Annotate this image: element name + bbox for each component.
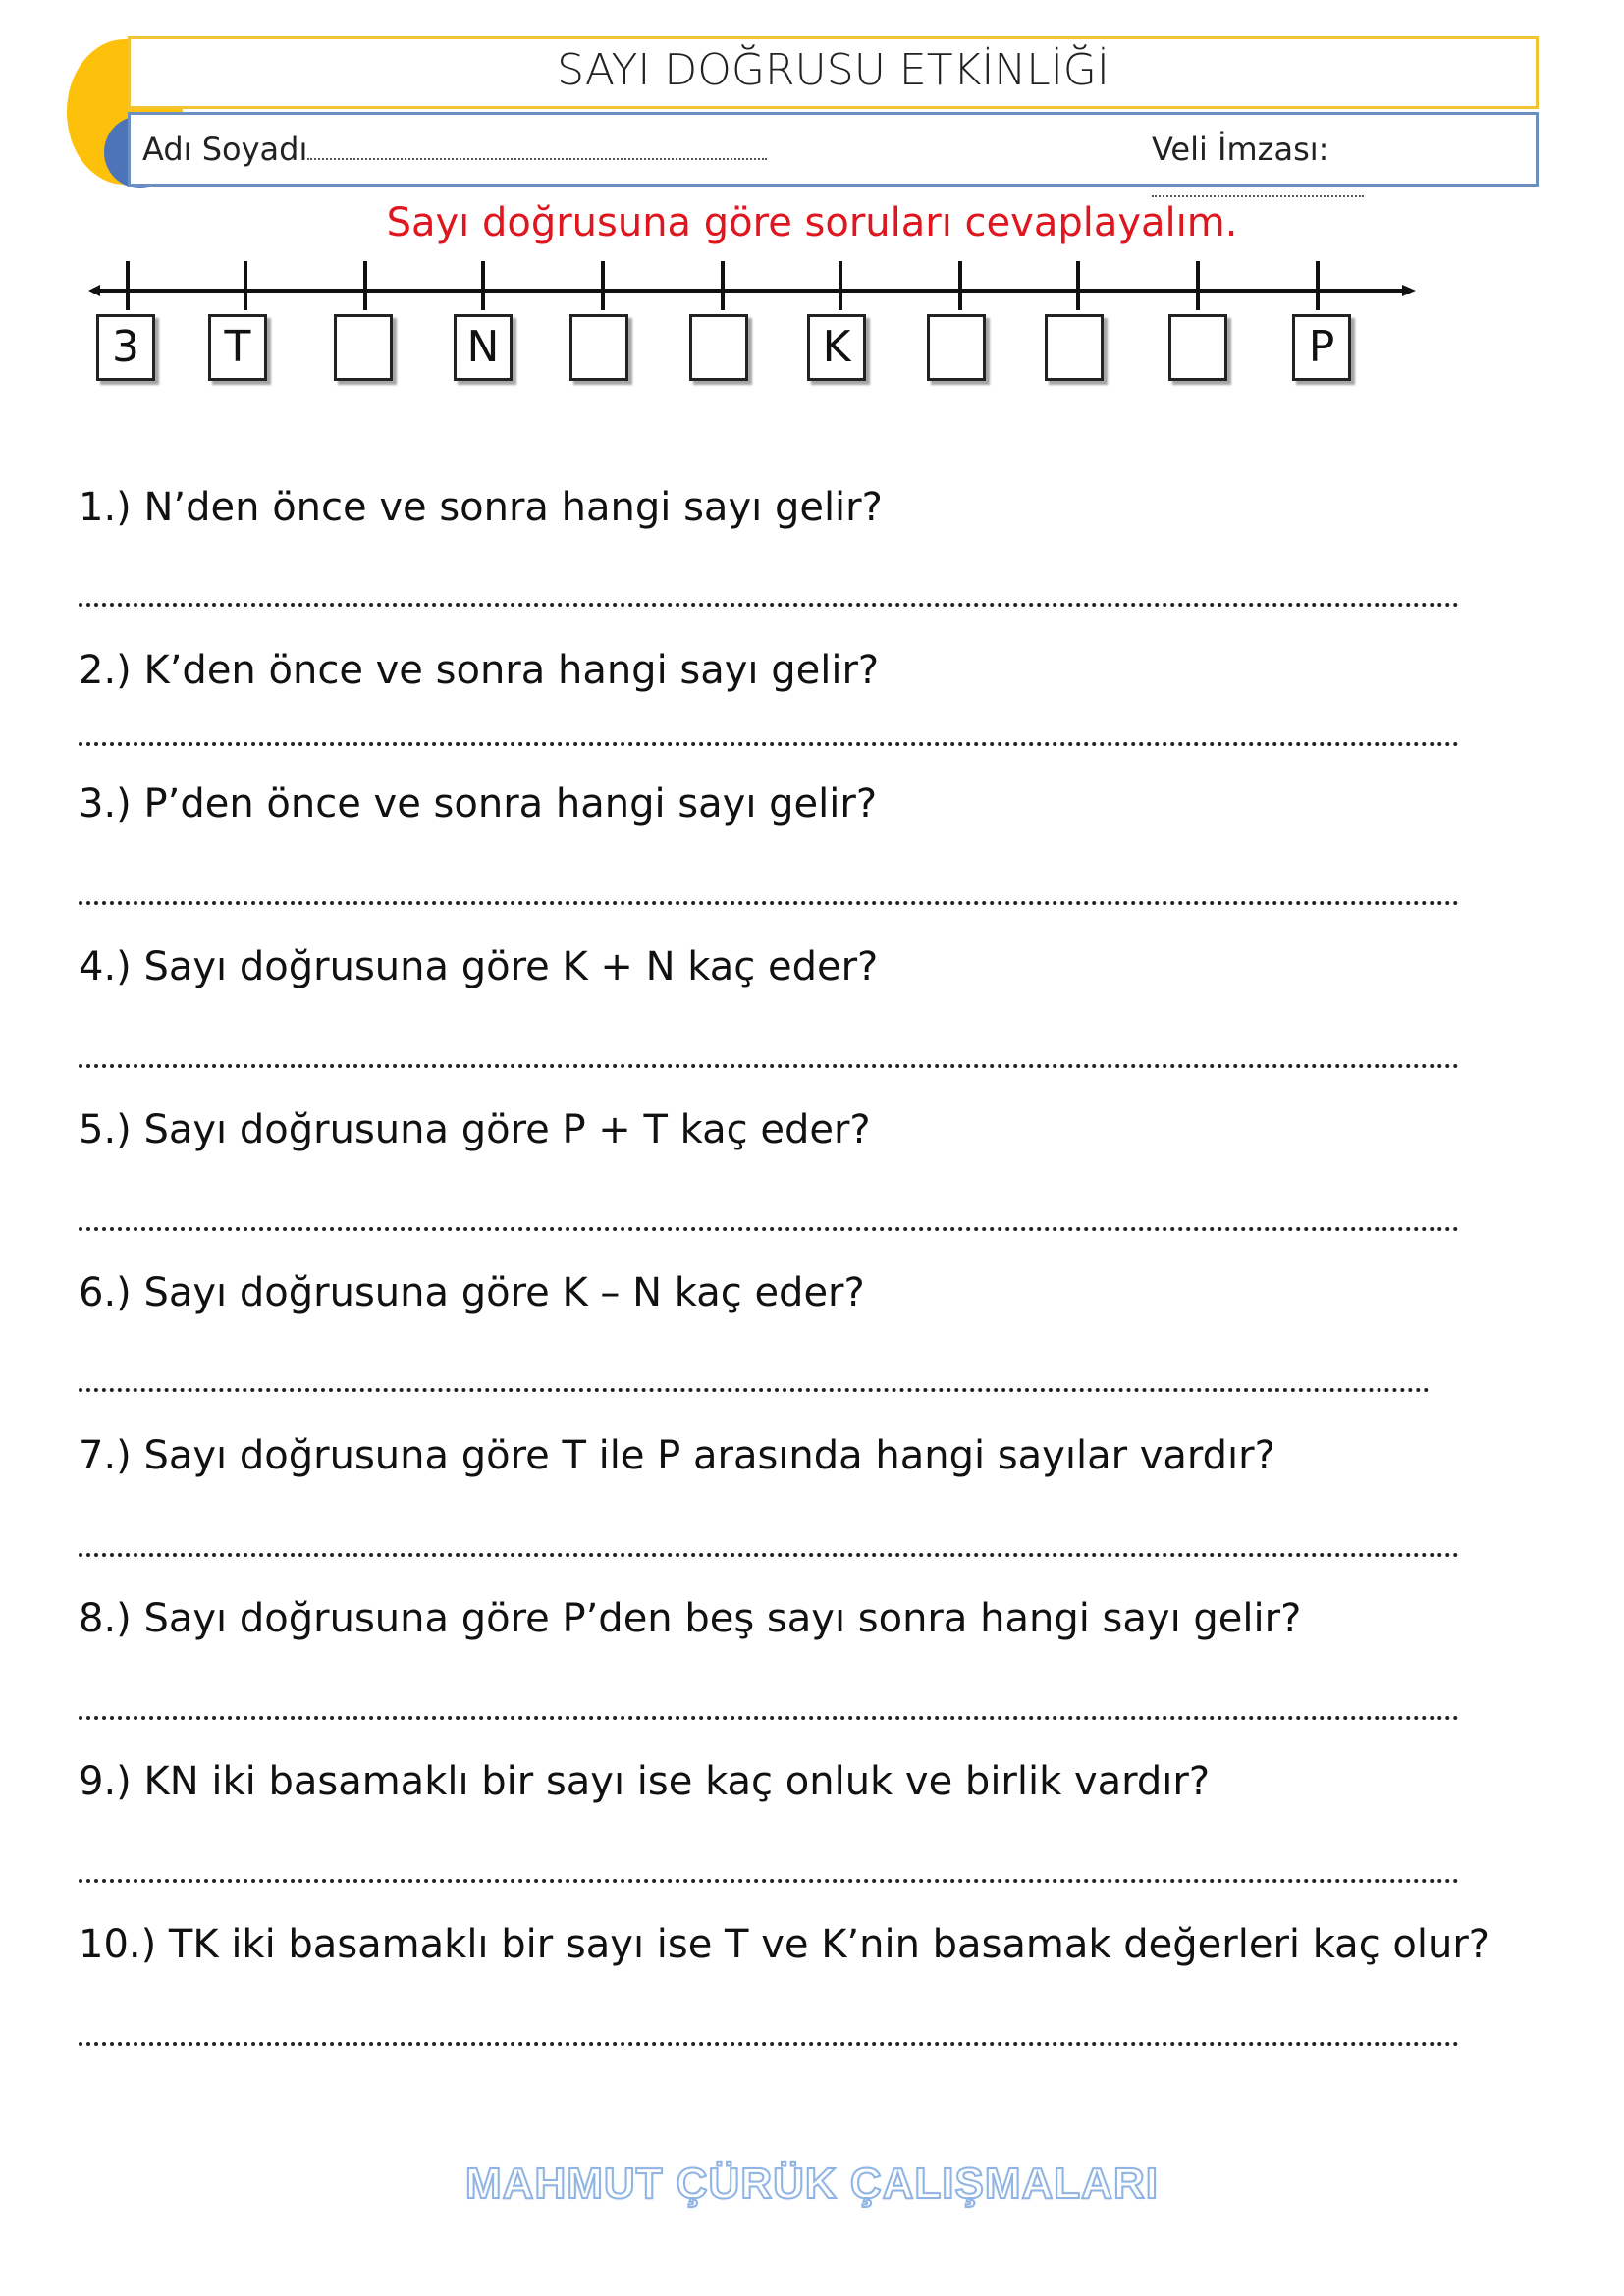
question-6: 6.) Sayı doğrusuna göre K – N kaç eder?: [79, 1270, 865, 1315]
student-info-box: [128, 112, 1539, 187]
number-line-empty-box[interactable]: [689, 314, 748, 381]
question-5: 5.) Sayı doğrusuna göre P + T kaç eder?: [79, 1107, 871, 1152]
answer-line-1[interactable]: [79, 603, 1459, 607]
question-2: 2.) K’den önce ve sonra hangi sayı gelir?: [79, 648, 880, 693]
answer-line-7[interactable]: [79, 1553, 1459, 1557]
name-dotted-line: [307, 133, 767, 160]
answer-line-2[interactable]: [79, 742, 1459, 746]
title-box: [128, 36, 1539, 109]
name-label: Adı Soyadı: [142, 131, 308, 168]
question-1: 1.) N’den önce ve sonra hangi sayı gelir?: [79, 485, 883, 530]
number-line-empty-box[interactable]: [569, 314, 628, 381]
name-field[interactable]: [142, 131, 767, 168]
question-9: 9.) KN iki basamaklı bir sayı ise kaç onluk ve birlik vardır?: [79, 1759, 1211, 1804]
answer-line-9[interactable]: [79, 1879, 1459, 1883]
page-title: SAYI DOĞRUSU ETKİNLİĞİ: [557, 45, 1110, 95]
question-8: 8.) Sayı doğrusuna göre P’den beş sayı sonra hangi sayı gelir?: [79, 1596, 1302, 1641]
question-7: 7.) Sayı doğrusuna göre T ile P arasında hangi sayılar vardır?: [79, 1433, 1275, 1478]
signature-dotted-line: [1152, 170, 1364, 197]
number-line-box-k: K: [807, 314, 866, 381]
number-line-empty-box[interactable]: [1045, 314, 1104, 381]
answer-line-6[interactable]: [79, 1388, 1430, 1392]
answer-line-5[interactable]: [79, 1227, 1459, 1231]
number-line-box-t: T: [208, 314, 267, 381]
number-line-empty-box[interactable]: [334, 314, 393, 381]
number-line-empty-box[interactable]: [927, 314, 986, 381]
number-line-box-n: N: [454, 314, 513, 381]
question-3: 3.) P’den önce ve sonra hangi sayı gelir?: [79, 781, 878, 827]
signature-label: Veli İmzası:: [1152, 131, 1329, 168]
number-line: [88, 253, 1424, 391]
answer-line-4[interactable]: [79, 1064, 1459, 1068]
signature-field[interactable]: [1152, 131, 1536, 205]
number-line-empty-box[interactable]: [1168, 314, 1227, 381]
number-line-ticks: [128, 261, 1318, 310]
question-4: 4.) Sayı doğrusuna göre K + N kaç eder?: [79, 944, 879, 989]
footer-credit: MAHMUT ÇÜRÜK ÇALIŞMALARI: [465, 2160, 1159, 2208]
number-line-axis: [88, 253, 1424, 312]
number-line-box-p: P: [1292, 314, 1351, 381]
number-line-box-3: 3: [96, 314, 155, 381]
instruction-text: Sayı doğrusuna göre soruları cevaplayalım.: [386, 200, 1238, 245]
question-10: 10.) TK iki basamaklı bir sayı ise T ve K’nin basamak değerleri kaç olur?: [79, 1922, 1490, 1967]
answer-line-10[interactable]: [79, 2042, 1459, 2046]
answer-line-8[interactable]: [79, 1716, 1459, 1720]
answer-line-3[interactable]: [79, 901, 1459, 905]
